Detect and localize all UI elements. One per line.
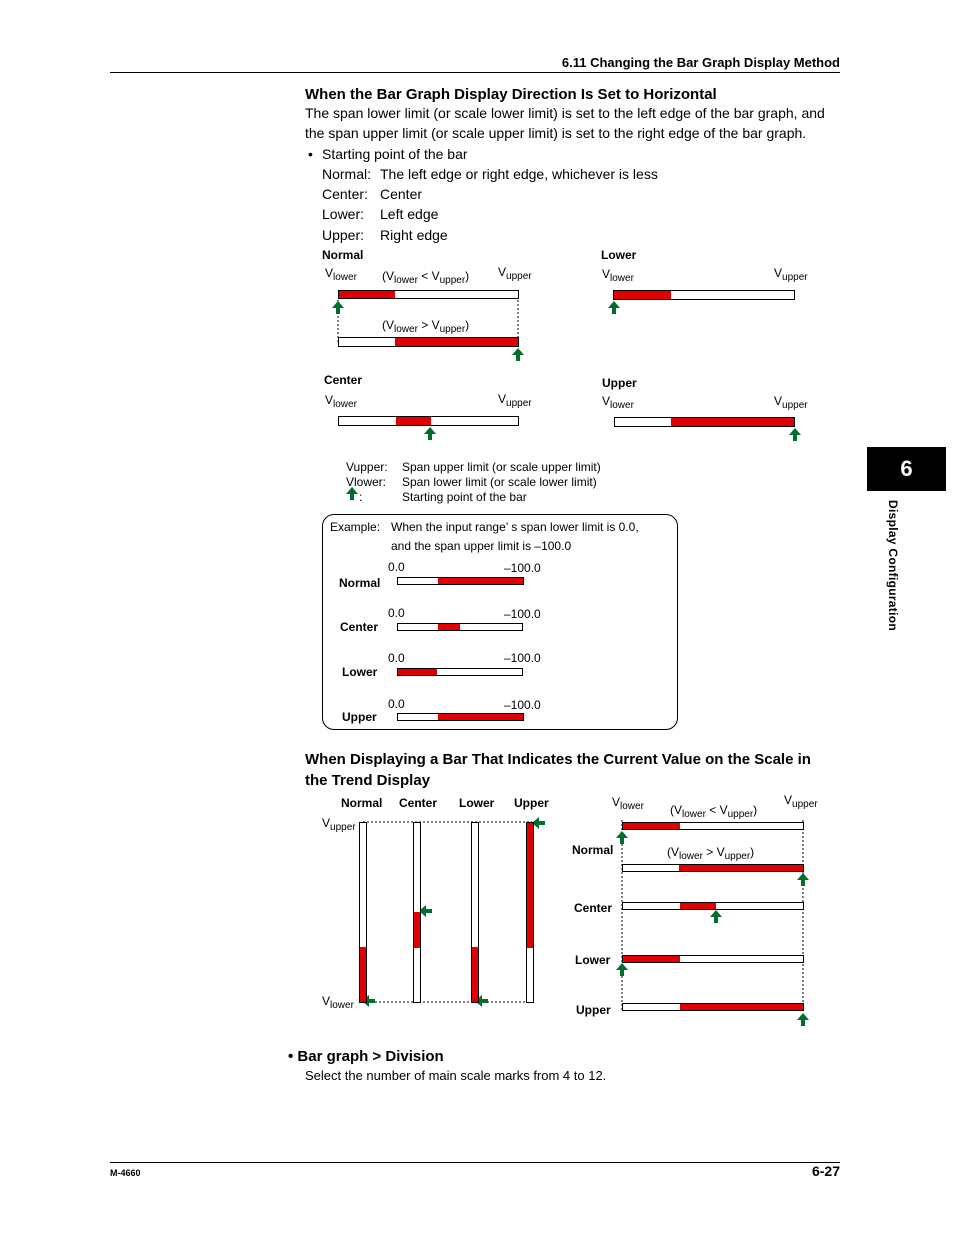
chapter-tab-text: Display Configuration xyxy=(886,500,900,631)
diag1-center-label: Center xyxy=(324,373,363,387)
v-upper-label: $V_{upper}$ xyxy=(774,266,808,283)
row-normal: Normal xyxy=(572,843,614,857)
item-key-lower: Lower: xyxy=(322,206,365,222)
bar-normal-lt xyxy=(338,290,519,299)
section1-para2: the span upper limit (or scale upper limit) is set to the right edge of the bar graph. xyxy=(305,125,807,141)
example-right-value: –100.0 xyxy=(504,607,541,621)
example-right-value: –100.0 xyxy=(504,651,541,665)
v-lower-label: $V_{lower}$ xyxy=(322,994,354,1011)
cond-gt-label: $(V_{lower} > V_{upper})$ xyxy=(667,845,755,862)
cond-gt-label: $(V_{lower} > V_{upper})$ xyxy=(382,318,470,335)
v-upper-label: $V_{upper}$ xyxy=(774,394,808,411)
v-lower-label: $V_{lower}$ xyxy=(602,267,634,284)
example-left-value: 0.0 xyxy=(388,606,405,620)
v-lower-label: $V_{lower}$ xyxy=(602,394,634,411)
legend-key-vlower: Vlower: xyxy=(346,475,387,489)
item-val-normal: The left edge or right edge, whichever is less xyxy=(380,166,658,182)
v-lower-label: $V_{lower}$ xyxy=(325,266,357,283)
bullet-dot: • xyxy=(308,146,313,162)
start-arrow-icon xyxy=(789,428,801,441)
item-key-upper: Upper: xyxy=(322,227,365,243)
example-left-value: 0.0 xyxy=(388,697,405,711)
chapter-tab: 6 xyxy=(867,447,946,491)
v-upper-label: $V_{upper}$ xyxy=(322,816,356,833)
example-row-normal: Normal xyxy=(339,576,381,590)
example-bar-upper xyxy=(397,713,524,721)
diag1-normal-label: Normal xyxy=(322,248,364,262)
v-upper-label: $V_{upper}$ xyxy=(498,392,532,409)
example-left-value: 0.0 xyxy=(388,651,405,665)
hbar-lower xyxy=(622,955,804,963)
section1-para1: The span lower limit (or scale lower limit) is set to the left edge of the bar graph, and xyxy=(305,105,825,121)
start-arrow-icon xyxy=(797,873,809,886)
legend-val-vupper: Span upper limit (or scale upper limit) xyxy=(402,460,601,474)
hbar-normal-gt xyxy=(622,864,804,872)
footer-rule xyxy=(110,1162,840,1163)
v-upper-label: $V_{upper}$ xyxy=(784,793,818,810)
bar-normal-gt xyxy=(338,337,519,347)
bar-center xyxy=(338,416,519,426)
start-arrow-icon xyxy=(616,963,628,976)
cond-lt-label: $(V_{lower} < V_{upper})$ xyxy=(382,269,470,286)
item-key-normal: Normal: xyxy=(322,166,372,182)
example-line1: When the input range’ s span lower limit is 0.0, xyxy=(391,520,639,534)
hbar-center xyxy=(622,902,804,910)
legend-key-vupper: Vupper: xyxy=(346,460,388,474)
legend-val-vlower: Span lower limit (or scale lower limit) xyxy=(402,475,597,489)
bar-upper xyxy=(614,417,795,427)
item-val-center: Center xyxy=(380,186,423,202)
col-lower: Lower xyxy=(459,796,495,810)
example-row-upper: Upper xyxy=(342,710,377,724)
start-arrow-icon xyxy=(616,831,628,844)
legend-key-arrow: : xyxy=(359,490,363,504)
start-arrow-icon xyxy=(797,1013,809,1026)
start-arrow-icon xyxy=(332,301,344,314)
division-bullet-title: • Bar graph > Division xyxy=(288,1048,444,1065)
example-left-value: 0.0 xyxy=(388,560,405,574)
diag1-upper-label: Upper xyxy=(602,376,637,390)
vbar-center xyxy=(413,822,421,1003)
col-upper: Upper xyxy=(514,796,549,810)
page-number: 6-27 xyxy=(811,1163,840,1179)
v-upper-label: $V_{upper}$ xyxy=(498,265,532,282)
example-right-value: –100.0 xyxy=(504,561,541,575)
example-bar-lower xyxy=(397,668,523,676)
running-header: 6.11 Changing the Bar Graph Display Method xyxy=(561,55,840,70)
item-val-lower: Left edge xyxy=(380,206,439,222)
division-text: Select the number of main scale marks from 4 to 12. xyxy=(305,1068,607,1083)
bar-lower xyxy=(613,290,795,300)
cond-lt-label: $(V_{lower} < V_{upper})$ xyxy=(670,803,758,820)
row-upper: Upper xyxy=(576,1003,611,1017)
start-arrow-icon xyxy=(512,348,524,361)
item-key-center: Center: xyxy=(322,186,368,202)
row-center: Center xyxy=(574,901,613,915)
v-lower-label: $V_{lower}$ xyxy=(325,393,357,410)
vbar-lower xyxy=(471,822,479,1003)
col-normal: Normal xyxy=(341,796,383,810)
section2-title-line1: When Displaying a Bar That Indicates the Current Value on the Scale in xyxy=(305,751,811,768)
hbar-normal-lt xyxy=(622,822,804,830)
example-right-value: –100.0 xyxy=(504,698,541,712)
section1-title: When the Bar Graph Display Direction Is Set to Horizontal xyxy=(305,86,717,103)
example-label: Example: xyxy=(330,520,381,534)
start-arrow-icon xyxy=(608,301,620,314)
doc-number: M-4660 xyxy=(110,1168,141,1178)
start-arrow-icon xyxy=(424,427,436,440)
item-val-upper: Right edge xyxy=(380,227,448,243)
example-bar-normal xyxy=(397,577,524,585)
example-row-lower: Lower xyxy=(342,665,378,679)
example-row-center: Center xyxy=(340,620,379,634)
example-line2: and the span upper limit is –100.0 xyxy=(391,539,572,553)
bullet-start-point: Starting point of the bar xyxy=(322,146,468,162)
hbar-upper xyxy=(622,1003,804,1011)
section2-title-line2: the Trend Display xyxy=(305,772,431,789)
diag1-lower-label: Lower xyxy=(601,248,637,262)
v-lower-label: $V_{lower}$ xyxy=(612,795,644,812)
vbar-upper xyxy=(526,822,534,1003)
start-arrow-icon xyxy=(710,910,722,923)
row-lower: Lower xyxy=(575,953,611,967)
vbar-normal xyxy=(359,822,367,1003)
legend-val-arrow: Starting point of the bar xyxy=(402,490,527,504)
col-center: Center xyxy=(399,796,438,810)
example-bar-center xyxy=(397,623,523,631)
